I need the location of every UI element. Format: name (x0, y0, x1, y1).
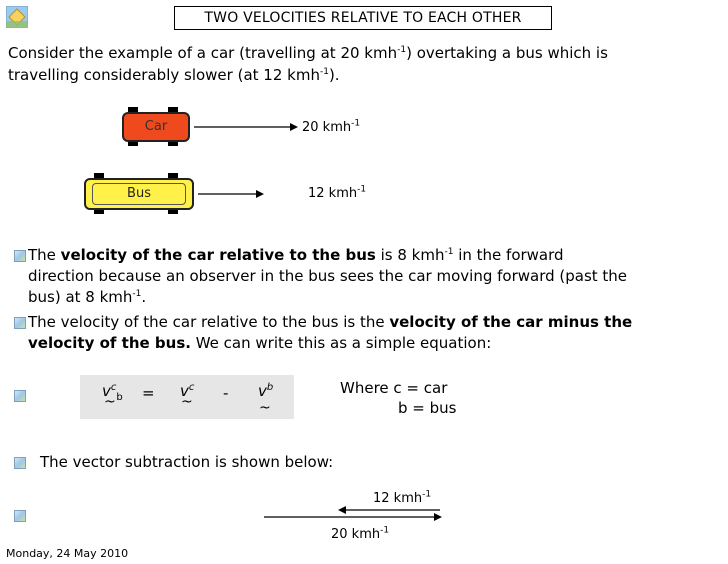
bullet-paragraph-3: The vector subtraction is shown below: (40, 453, 334, 471)
bullet-bold-text: velocity of the car relative to the bus (60, 246, 376, 264)
superscript: c (188, 382, 195, 393)
bullet-text: is 8 kmh (375, 246, 445, 264)
intro-paragraph (8, 42, 708, 86)
subscript: b (116, 392, 123, 403)
car-speed-label (302, 120, 360, 135)
intro-text: ) overtaking a bus which is (406, 44, 608, 62)
bullet-text: direction because an observer in the bus sees the car moving forward (past the (28, 267, 628, 285)
superscript: c (110, 382, 117, 393)
slide-title: TWO VELOCITIES RELATIVE TO EACH OTHER (174, 6, 552, 30)
slide-logo-icon (6, 6, 28, 28)
bus-speed-text: 12 kmh (308, 186, 358, 201)
equation-v-b (258, 382, 273, 400)
vector-tilde: ~ (181, 394, 193, 410)
superscript: -1 (319, 67, 329, 77)
where-c-line: Where c = car (340, 379, 448, 397)
bullet-icon (14, 390, 26, 402)
superscript: b (266, 382, 274, 393)
bullet-bold-text: velocity of the bus. (28, 334, 191, 352)
intro-text: Consider the example of a car (travelling at 20 kmh (8, 44, 398, 62)
bullet-text: in the forward (453, 246, 564, 264)
superscript: -1 (380, 525, 390, 536)
equals-sign: = (142, 384, 155, 402)
bus-label: Bus (92, 183, 186, 205)
superscript: -1 (132, 289, 142, 299)
subtraction-bottom-label (331, 527, 389, 542)
v-symbol: v (180, 382, 189, 400)
where-b-line: b = bus (398, 399, 457, 417)
minus-sign: - (223, 384, 229, 402)
intro-text: ). (328, 66, 340, 84)
bullet-icon (14, 250, 26, 262)
car-label: Car (144, 119, 168, 134)
car-speed-text: 20 kmh (302, 120, 352, 135)
bullet-text: The (28, 246, 61, 264)
footer-date: Monday, 24 May 2010 (6, 547, 129, 560)
bullet-text: The velocity of the car relative to the bus is the (28, 313, 390, 331)
superscript: -1 (397, 45, 407, 55)
vector-tilde: ~ (104, 394, 116, 410)
vector-tilde: ~ (259, 400, 271, 416)
v-symbol: v (258, 382, 267, 400)
subtraction-bottom-text: 20 kmh (331, 527, 381, 542)
superscript: -1 (422, 489, 432, 500)
car-velocity-arrow (194, 120, 300, 134)
vector-subtraction-arrows (260, 504, 446, 528)
bullet-bold-text: velocity of the car minus the (389, 313, 633, 331)
bullet-text: bus) at 8 kmh (28, 288, 133, 306)
superscript: -1 (351, 118, 361, 129)
bus-speed-label (308, 186, 366, 201)
bullet-text: We can write this as a simple equation: (190, 334, 492, 352)
bullet-icon (14, 510, 26, 522)
superscript: -1 (444, 247, 454, 257)
bullet-icon (14, 317, 26, 329)
bullet-icon (14, 457, 26, 469)
superscript: -1 (357, 184, 367, 195)
intro-text: travelling considerably slower (at 12 kmh (8, 66, 320, 84)
bullet-text: . (141, 288, 147, 306)
bullet-paragraph-2 (28, 312, 718, 354)
bus-velocity-arrow (198, 187, 268, 201)
bullet-paragraph-1 (28, 245, 718, 308)
subtraction-top-text: 12 kmh (373, 491, 423, 506)
v-symbol: v (102, 382, 111, 400)
